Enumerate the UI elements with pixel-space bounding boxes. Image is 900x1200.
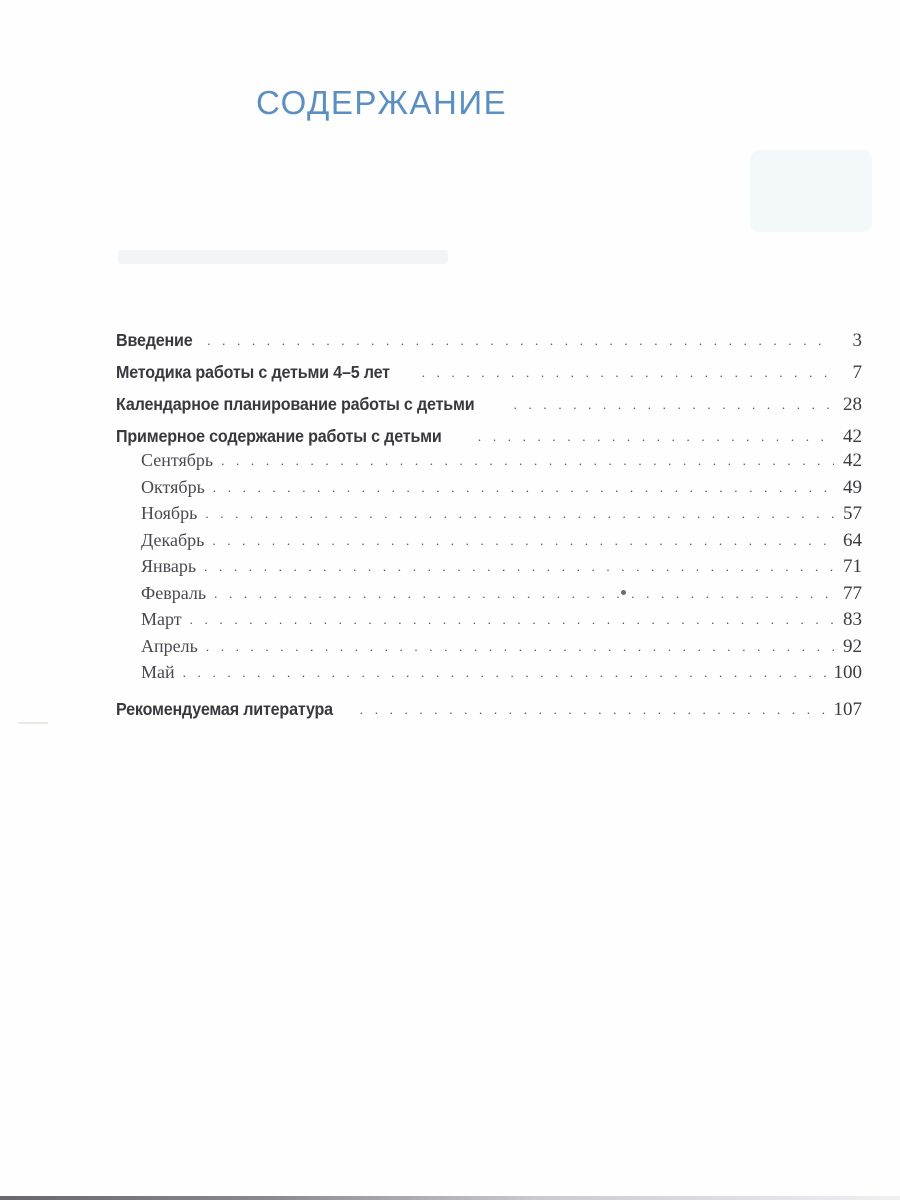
table-of-contents bbox=[116, 330, 862, 731]
toc-entry-label: Рекомендуемая литература bbox=[116, 698, 333, 719]
toc-entry-page: 28 bbox=[843, 394, 862, 415]
dot-leader bbox=[214, 582, 834, 607]
toc-entry-label: Январь bbox=[141, 556, 197, 576]
toc-subentry-february[interactable] bbox=[116, 581, 862, 608]
toc-entry-label: Введение bbox=[116, 330, 193, 350]
dot-leader bbox=[206, 635, 834, 660]
dot-leader bbox=[360, 702, 828, 718]
show-through-artifact bbox=[750, 150, 872, 232]
toc-entry-page: 77 bbox=[843, 582, 862, 604]
dot-leader bbox=[207, 333, 834, 349]
toc-subentry-september[interactable] bbox=[116, 448, 862, 475]
toc-entry-label: Март bbox=[141, 609, 182, 629]
scan-speck bbox=[621, 590, 626, 595]
toc-entry-page: 42 bbox=[843, 450, 862, 471]
toc-subentry-november[interactable] bbox=[116, 501, 862, 528]
toc-entry-introduction[interactable] bbox=[116, 330, 862, 352]
dot-leader bbox=[514, 397, 834, 413]
toc-entry-sample-content[interactable] bbox=[116, 426, 862, 448]
toc-entry-label: Февраль bbox=[141, 582, 207, 603]
dot-leader bbox=[422, 365, 834, 381]
dot-leader bbox=[212, 529, 834, 554]
toc-subentry-october[interactable] bbox=[116, 475, 862, 502]
dot-leader bbox=[213, 476, 834, 501]
toc-entry-page: 49 bbox=[843, 476, 862, 498]
toc-entry-page: 42 bbox=[843, 426, 862, 447]
toc-entry-calendar-planning[interactable] bbox=[116, 394, 862, 416]
toc-entry-page: 57 bbox=[843, 503, 862, 524]
toc-entry-label: Примерное содержание работы с детьми bbox=[116, 426, 442, 446]
toc-entry-page: 71 bbox=[843, 556, 862, 577]
toc-entry-page: 100 bbox=[833, 662, 862, 683]
toc-entry-page: 83 bbox=[843, 609, 862, 630]
show-through-artifact bbox=[118, 250, 448, 264]
dot-leader bbox=[183, 661, 828, 686]
toc-subentry-january[interactable] bbox=[116, 554, 862, 581]
toc-subentry-march[interactable] bbox=[116, 607, 862, 634]
toc-entry-label: Май bbox=[141, 662, 175, 682]
scan-mark bbox=[18, 722, 48, 724]
toc-entry-label: Декабрь bbox=[141, 529, 205, 550]
toc-entry-label: Календарное планирование работы с детьми bbox=[116, 394, 475, 414]
toc-entry-page: 107 bbox=[833, 698, 862, 720]
toc-entry-page: 7 bbox=[852, 362, 862, 383]
scan-bottom-edge bbox=[0, 1196, 900, 1200]
dot-leader bbox=[204, 555, 834, 580]
page-title: СОДЕРЖАНИЕ bbox=[256, 84, 508, 122]
dot-leader bbox=[221, 449, 834, 474]
toc-entry-label: Сентябрь bbox=[141, 450, 214, 470]
toc-entry-label: Ноябрь bbox=[141, 503, 198, 523]
toc-entry-label: Октябрь bbox=[141, 476, 205, 497]
dot-leader bbox=[205, 502, 834, 527]
toc-entry-page: 92 bbox=[843, 635, 862, 657]
toc-entry-page: 3 bbox=[852, 330, 862, 351]
toc-subentry-may[interactable] bbox=[116, 660, 862, 687]
toc-entry-label: Методика работы с детьми 4–5 лет bbox=[116, 362, 390, 382]
toc-entry-label: Апрель bbox=[141, 635, 198, 656]
toc-entry-methodology[interactable] bbox=[116, 362, 862, 384]
toc-entry-recommended-literature[interactable] bbox=[116, 699, 862, 721]
toc-entry-page: 64 bbox=[843, 529, 862, 551]
dot-leader bbox=[478, 429, 834, 445]
dot-leader bbox=[190, 608, 834, 633]
toc-subentry-april[interactable] bbox=[116, 634, 862, 661]
toc-subentry-december[interactable] bbox=[116, 528, 862, 555]
